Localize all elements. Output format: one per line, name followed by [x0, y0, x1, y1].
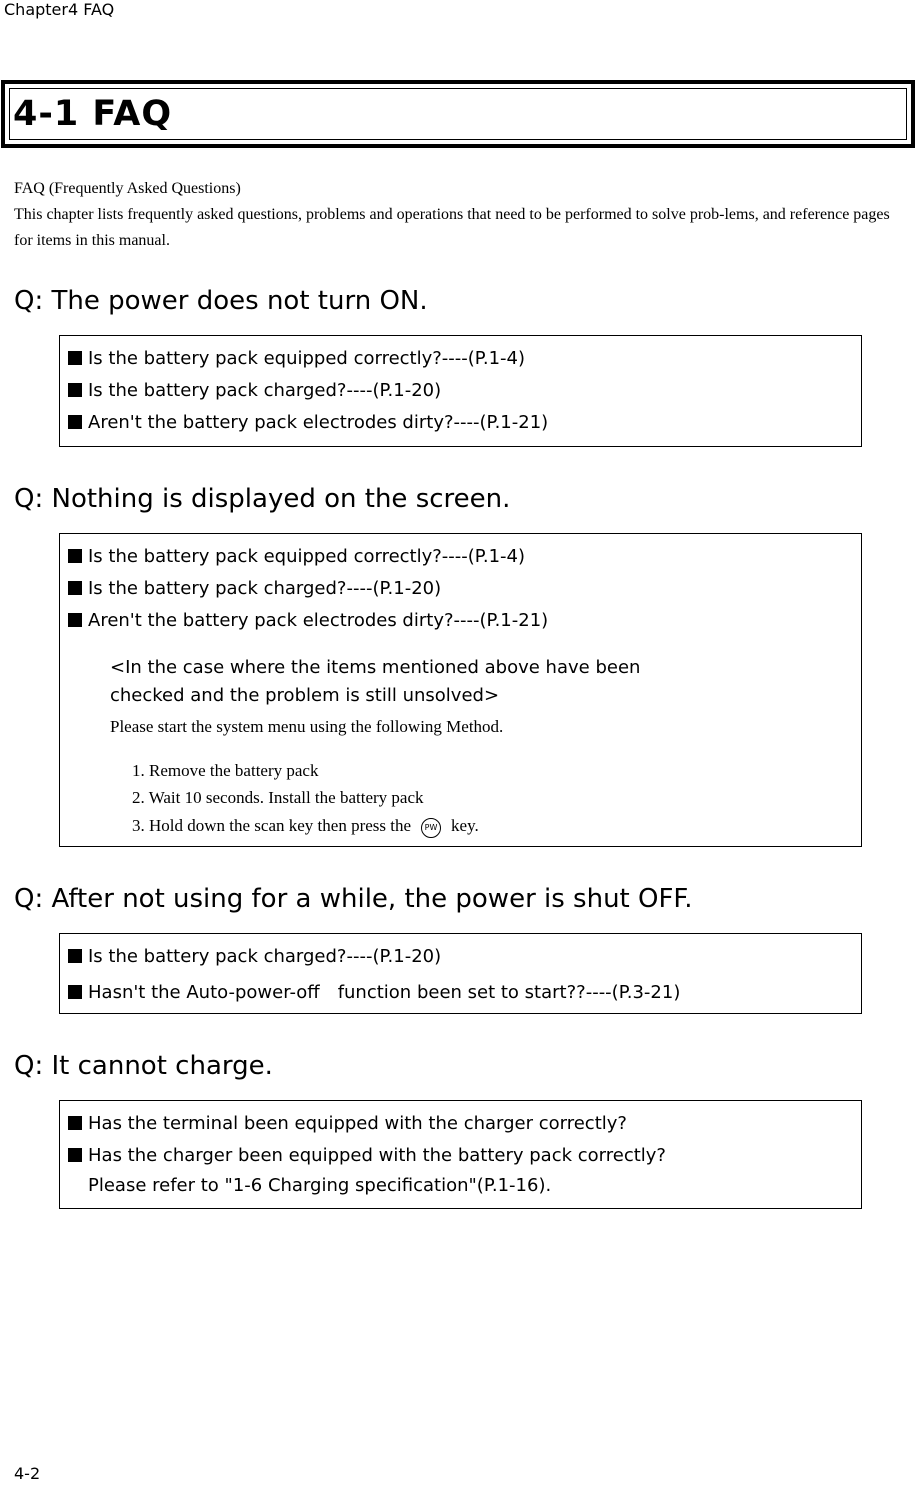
answer-item: Is the battery pack equipped correctly?----(P.1-4)	[68, 348, 525, 369]
answer-item: Has the terminal been equipped with the charger correctly?	[68, 1113, 627, 1134]
page-number: 4-2	[14, 1464, 41, 1483]
charging-spec-reference: Please refer to "1-6 Charging specification"(P.1-16).	[88, 1175, 552, 1196]
power-key-icon: PW	[421, 818, 441, 838]
question-cannot-charge: Q: It cannot charge.	[14, 1051, 273, 1081]
chapter-header: Chapter4 FAQ	[4, 0, 115, 19]
unsolved-note-line2: checked and the problem is still unsolved>	[110, 685, 500, 706]
bullet-square-icon	[68, 949, 82, 963]
bullet-square-icon	[68, 415, 82, 429]
intro-heading: FAQ (Frequently Asked Questions)	[14, 180, 241, 197]
bullet-square-icon	[68, 549, 82, 563]
step-2: 2. Wait 10 seconds. Install the battery pack	[132, 788, 424, 807]
answer-item: Is the battery pack charged?----(P.1-20)	[68, 578, 441, 599]
answer-item: Hasn't the Auto-power-off function been set to start??----(P.3-21)	[68, 978, 680, 1004]
answer-item: Aren't the battery pack electrodes dirty?----(P.1-21)	[68, 610, 548, 631]
step-3: 3. Hold down the scan key then press the PW key.	[132, 816, 479, 838]
bullet-square-icon	[68, 1148, 82, 1162]
bullet-square-icon	[68, 985, 82, 999]
step-1: 1. Remove the battery pack	[132, 761, 319, 780]
answer-item: Has the charger been equipped with the battery pack correctly?	[68, 1145, 666, 1166]
answer-box-auto-power-off	[59, 933, 862, 1014]
bullet-square-icon	[68, 351, 82, 365]
answer-item: Is the battery pack charged?----(P.1-20)	[68, 946, 441, 967]
answer-item: Aren't the battery pack electrodes dirty?----(P.1-21)	[68, 412, 548, 433]
answer-box-power-on	[59, 335, 862, 447]
question-auto-power-off: Q: After not using for a while, the power is shut OFF.	[14, 884, 693, 914]
intro	[14, 176, 910, 254]
answer-box-nothing-displayed	[59, 533, 862, 847]
method-text: Please start the system menu using the following Method.	[110, 717, 504, 736]
answer-box-cannot-charge	[59, 1100, 862, 1209]
unsolved-note-line1: <In the case where the items mentioned above have been	[110, 657, 641, 678]
section-title-box	[1, 80, 915, 148]
bullet-square-icon	[68, 1116, 82, 1130]
bullet-square-icon	[68, 613, 82, 627]
answer-item: Is the battery pack charged?----(P.1-20)	[68, 380, 441, 401]
answer-item: Is the battery pack equipped correctly?----(P.1-4)	[68, 546, 525, 567]
question-nothing-displayed: Q: Nothing is displayed on the screen.	[14, 484, 511, 514]
section-title: 4-1 FAQ	[13, 94, 173, 134]
intro-body: This chapter lists frequently asked questions, problems and operations that need to be performed to solve prob-lems, and reference pages for items in this manual.	[14, 206, 890, 249]
bullet-square-icon	[68, 581, 82, 595]
question-power-on: Q: The power does not turn ON.	[14, 286, 428, 316]
unsolved-note	[110, 654, 640, 710]
bullet-square-icon	[68, 383, 82, 397]
